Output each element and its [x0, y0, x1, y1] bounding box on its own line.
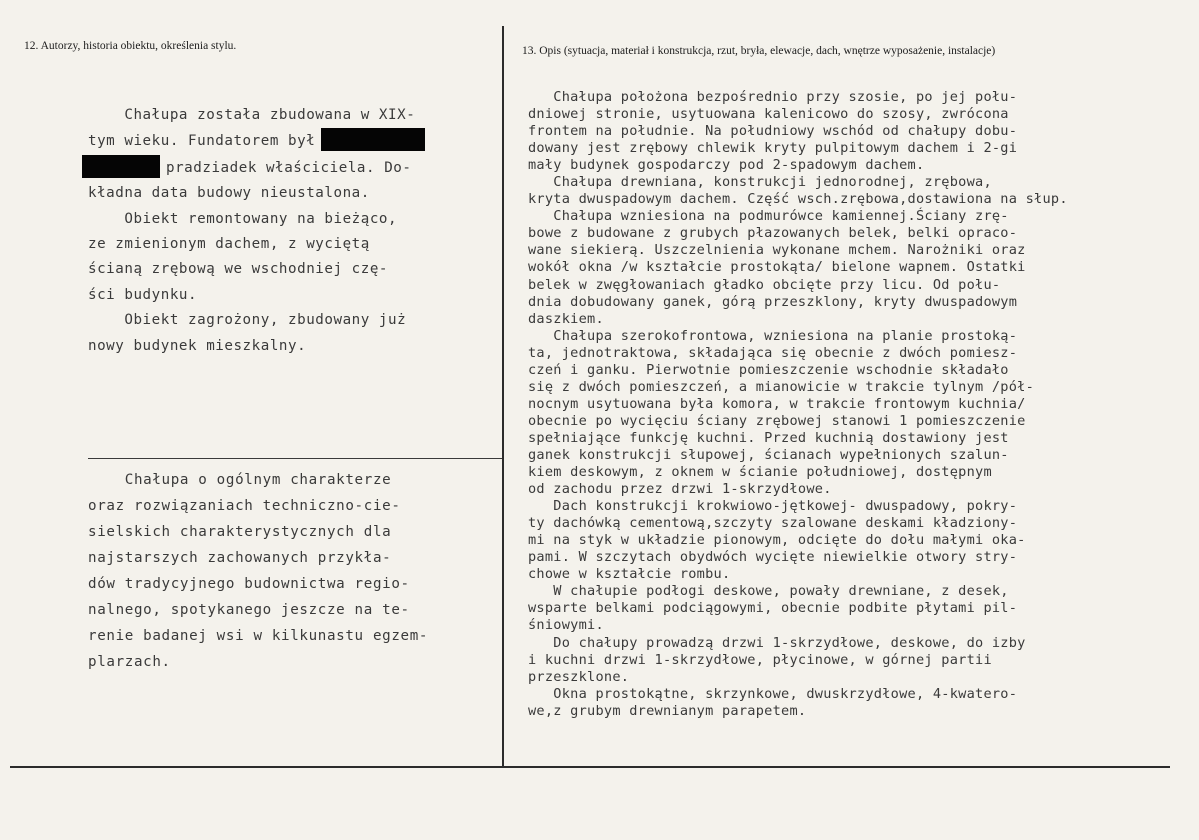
style-definition-block: Chałupa o ogólnym charakterze oraz rozwiązaniach techniczno-cie- sielskich charakterystycznych dla najstarszych zachowanych przykła- dów tradycyjnego budownictwa regio- nalnego, spotykanego jeszcze na te- renie badanej wsi w kilkunastu egzem- plarzach. [88, 472, 429, 670]
authors-line-2-text: tym wieku. Fundatorem był [88, 133, 316, 150]
redaction-bar [321, 128, 425, 151]
column-divider [502, 26, 504, 766]
bottom-rule [10, 766, 1170, 768]
authors-line-2 [88, 128, 425, 154]
redaction-bar [82, 155, 160, 178]
section-13-header: 13. Opis (sytuacja, materiał i konstrukcja, rzut, bryła, elewacje, dach, wnętrze wyposażenie, instalacje) [522, 45, 996, 57]
section-12-header: 12. Autorzy, historia obiektu, określenia stylu. [24, 40, 237, 52]
authors-history-block [88, 103, 425, 359]
description-block: Chałupa położona bezpośrednio przy szosie, po jej połu- dniowej stronie, usytuowana kalenicowo do szosy, zwrócona frontem na południe. Na południowy wschód od chałupy dobu- dowany jest zrębowy chlewik kryty pulpitowym dachem i 2-gi mały budynek gospodarczy pod 2-spadowym dachem. Chałupa drewniana, konstrukcji jednorodnej, zrębowa, kryta dwuspadowym dachem. Część wsch.zrębowa,dostawiona na słup. Chałupa wzniesiona na podmurówce kamiennej.Ściany zrę- bowe z budowane z grubych płazowanych belek, belki opraco- wane siekierą. Uszczelnienia wykonane mchem. Narożniki oraz wokół okna /w kształcie prostokąta/ bielone wapnem. Ostatki belek w zwęgłowaniach gładko obcięte przy licu. Od połu- dnia dobudowany ganek, górą przeszklony, kryty dwuspadowym daszkiem. Chałupa szerokofrontowa, wzniesiona na planie prostoką- ta, jednotraktowa, składająca się obecnie z dwóch pomiesz- czeń i ganku. Pierwotnie pomieszczenie wschodnie składało się z dwóch pomieszczeń, a mianowicie w trakcie tylnym /pół- nocnym usytuowana była komora, w trakcie frontowym kuchnia/ obecnie po wycięciu ściany zrębowej stanowi 1 pomieszczenie spełniające funkcję kuchni. Przed kuchnią dostawiony jest ganek konstrukcji słupowej, ścianach wypełnionych szalun- kiem deskowym, z oknem w ścianie południowej, dostępnym od zachodu przez drzwi 1-skrzydłowe. Dach konstrukcji krokwiowo-jętkowej- dwuspadowy, pokry- ty dachówką cementową,szczyty szalowane deskami kładziony- mi na styk w układzie pionowym, odcięte do dołu małymi oka- pami. W szczytach obydwóch wycięte niewielkie otwory stry- chowe w kształcie rombu. W chałupie podłogi deskowe, powały drewniane, z desek, wsparte belkami podciągowymi, obecnie podbite płytami pil- śniowymi. Do chałupy prowadzą drzwi 1-skrzydłowe, deskowe, do izby i kuchni drzwi 1-skrzydłowe, płycinowe, w górnej partii przeszklone. Okna prostokątne, skrzynkowe, dwuskrzydłowe, 4-kwatero- we,z grubym drewnianym parapetem. [528, 89, 1068, 719]
left-section-divider [88, 458, 502, 459]
authors-line-3-text: pradziadek właściciela. Do- [166, 159, 412, 176]
authors-line-3 [88, 155, 425, 181]
authors-line-1: Chałupa została zbudowana w XIX- [88, 107, 416, 123]
authors-rest: kładna data budowy nieustalona. Obiekt remontowany na bieżąco, ze zmienionym dachem, z wyciętą ścianą zrębową we wschodniej czę- ści budynku. Obiekt zagrożony, zbudowany już nowy budynek mieszkalny. [88, 185, 407, 354]
